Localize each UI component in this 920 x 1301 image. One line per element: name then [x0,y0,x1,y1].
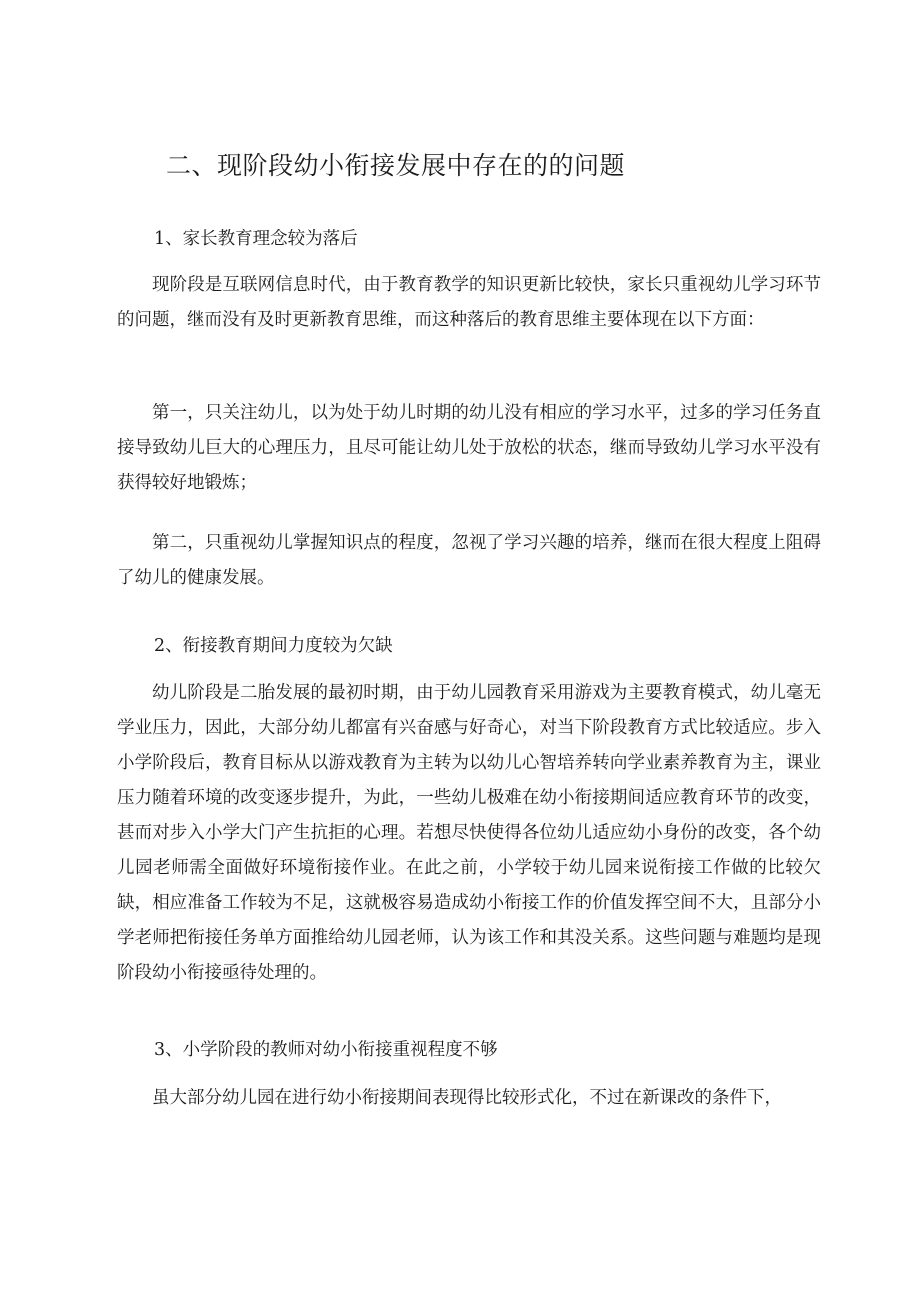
section-1-paragraph-1: 现阶段是互联网信息时代，由于教育教学的知识更新比较快，家长只重视幼儿学习环节的问题，继而没有及时更新教育思维，而这种落后的教育思维主要体现在以下方面： [117,275,821,330]
section-heading-3: 3、小学阶段的教师对幼小衔接重视程度不够 [154,1040,498,1060]
section-1-paragraph-2: 第一，只关注幼儿，以为处于幼儿时期的幼儿没有相应的学习水平，过多的学习任务直接导致幼儿巨大的心理压力，且尽可能让幼儿处于放松的状态，继而导致幼儿学习水平没有获得较好地锻炼； [117,403,821,493]
section-2-paragraph-1: 幼儿阶段是二胎发展的最初时期，由于幼儿园教育采用游戏为主要教育模式，幼儿毫无学业压力，因此，大部分幼儿都富有兴奋感与好奇心，对当下阶段教育方式比较适应。步入小学阶段后，教育目标从以游戏教育为主转为以幼儿心智培养转向学业素养教育为主，课业压力随着环境的改变逐步提升，为此，一些幼儿极难在幼小衔接期间适应教育环节的改变，甚而对步入小学大门产生抗拒的心理。若想尽快使得各位幼儿适应幼小身份的改变，各个幼儿园老师需全面做好环境衔接作业。在此之前，小学较于幼儿园来说衔接工作做的比较欠缺，相应准备工作较为不足，这就极容易造成幼小衔接工作的价值发挥空间不大，且部分小学老师把衔接任务单方面推给幼儿园老师，认为该工作和其没关系。这些问题与难题均是现阶段幼小衔接亟待处理的。 [117,683,821,983]
section-heading-1: 1、家长教育理念较为落后 [154,229,358,249]
section-3-paragraph-1: 虽大部分幼儿园在进行幼小衔接期间表现得比较形式化，不过在新课改的条件下， [152,1088,782,1108]
section-1-paragraph-3: 第二，只重视幼儿掌握知识点的程度，忽视了学习兴趣的培养，继而在很大程度上阻碍了幼儿的健康发展。 [117,533,821,588]
section-heading-2: 2、衔接教育期间力度较为欠缺 [154,636,393,656]
page-title: 二、现阶段幼小衔接发展中存在的的问题 [166,151,626,180]
